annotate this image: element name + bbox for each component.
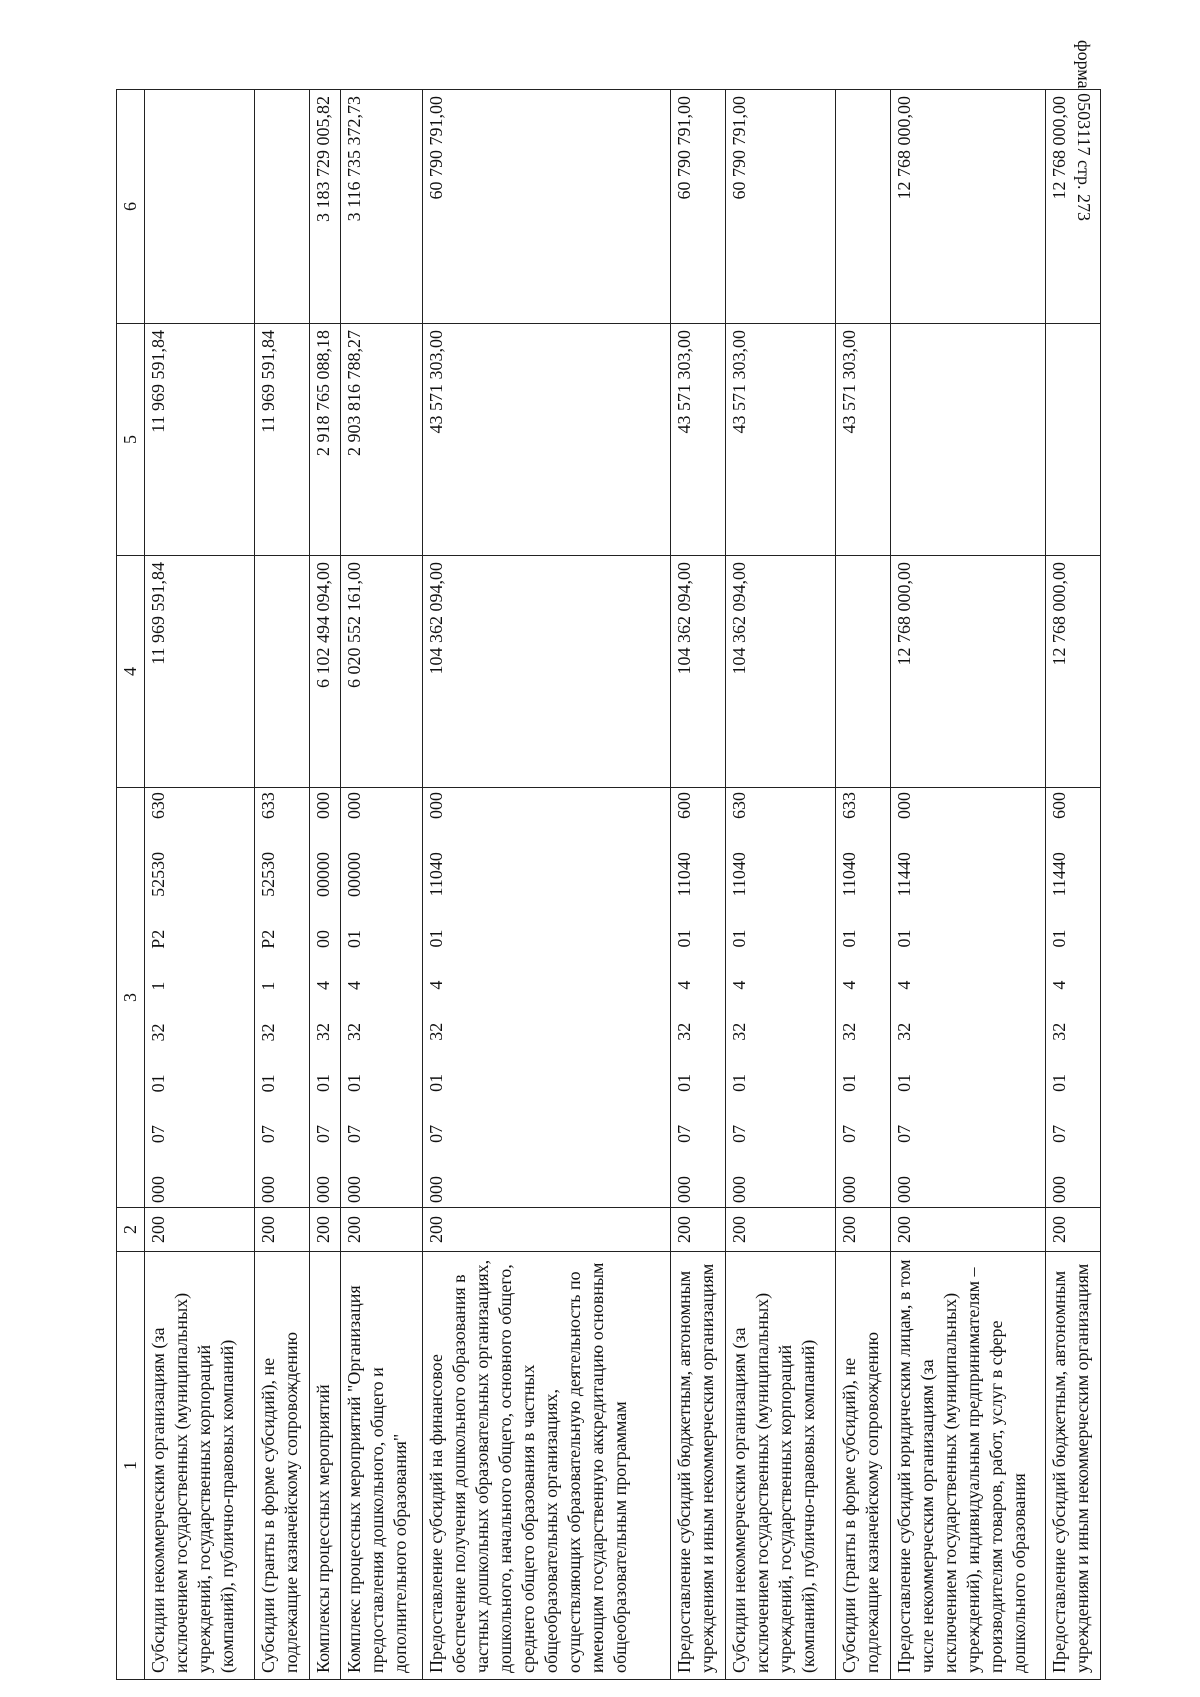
classification-code xyxy=(1045,788,1100,1208)
code-part: 01 xyxy=(1048,1073,1069,1092)
unexecuted-amount xyxy=(836,90,891,324)
executed-amount: 11 969 591,84 xyxy=(145,324,255,556)
code-part: 01 xyxy=(258,1074,279,1093)
column-header-row xyxy=(117,90,145,1680)
code-part: 11040 xyxy=(839,852,860,897)
table-row xyxy=(340,90,422,1680)
classification-code xyxy=(255,788,310,1208)
budget-execution-table xyxy=(116,89,1101,1680)
code-part: 07 xyxy=(343,1125,364,1143)
unexecuted-amount: 12 768 000,00 xyxy=(891,90,1045,324)
code-part: 32 xyxy=(148,1023,169,1042)
unexecuted-amount: 60 790 791,00 xyxy=(726,90,836,324)
code-part: 4 xyxy=(839,980,860,990)
code-part: 4 xyxy=(729,980,750,990)
unexecuted-amount xyxy=(255,90,310,324)
code-part: 07 xyxy=(313,1125,334,1143)
approved-amount xyxy=(836,556,891,788)
line-code: 200 xyxy=(255,1208,310,1252)
approved-amount xyxy=(255,556,310,788)
code-part: 633 xyxy=(258,792,279,820)
code-part: 11040 xyxy=(425,852,446,897)
code-part: 000 xyxy=(729,1176,750,1203)
table-row xyxy=(891,90,1045,1680)
code-part: 4 xyxy=(313,981,334,990)
row-name: Предоставление субсидий на финансовое обеспечение получения дошкольного образования в частных дошкольных образовательных организациях, дошкольного, начального общего, основного общего, среднего общего образования в частных общеобразовательных организациях, осуществляющих образовательную деятельность по имеющим государственную аккредитацию основным общеобразовательным программам xyxy=(422,1252,670,1680)
approved-amount: 11 969 591,84 xyxy=(145,556,255,788)
classification-code-parts xyxy=(1048,792,1071,1203)
line-code: 200 xyxy=(836,1208,891,1252)
line-code: 200 xyxy=(145,1208,255,1252)
executed-amount: 2 903 816 788,27 xyxy=(340,324,422,556)
code-part: 000 xyxy=(894,1176,915,1203)
row-name: Предоставление субсидий юридическим лицам, в том числе некоммерческим организациям (за исключением государственных (муниципальных) учреждений), индивидуальным предпринимателям – производителям товаров, работ, услуг в сфере дошкольного образования xyxy=(891,1252,1045,1680)
line-code: 200 xyxy=(671,1208,726,1252)
code-part: 01 xyxy=(894,929,915,948)
code-part: 000 xyxy=(894,792,915,819)
classification-code-parts xyxy=(257,792,280,1203)
report-table-rotated xyxy=(116,90,1101,1680)
unexecuted-amount: 60 790 791,00 xyxy=(671,90,726,324)
code-part: 01 xyxy=(343,930,364,948)
executed-amount xyxy=(1045,324,1100,556)
approved-amount: 12 768 000,00 xyxy=(891,556,1045,788)
row-name: Комплекс процессных мероприятий "Организация предоставления дошкольного, общего и дополнительного образования" xyxy=(340,1252,422,1680)
approved-amount: 104 362 094,00 xyxy=(726,556,836,788)
code-part: 07 xyxy=(1048,1124,1069,1143)
line-code: 200 xyxy=(726,1208,836,1252)
row-name: Предоставление субсидий бюджетным, автономным учреждениям и иным некоммерческим организациям xyxy=(1045,1252,1100,1680)
classification-code xyxy=(340,788,422,1208)
code-part: 01 xyxy=(839,929,860,948)
executed-amount: 43 571 303,00 xyxy=(671,324,726,556)
classification-code xyxy=(422,788,670,1208)
code-part: 01 xyxy=(729,929,750,948)
classification-code xyxy=(726,788,836,1208)
line-code: 200 xyxy=(340,1208,422,1252)
code-part: 600 xyxy=(674,792,695,819)
table-row xyxy=(671,90,726,1680)
approved-amount: 6 020 552 161,00 xyxy=(340,556,422,788)
code-part: 32 xyxy=(343,1023,364,1041)
executed-amount: 11 969 591,84 xyxy=(255,324,310,556)
executed-amount: 43 571 303,00 xyxy=(836,324,891,556)
classification-code-parts xyxy=(343,792,366,1203)
table-row xyxy=(836,90,891,1680)
classification-code xyxy=(671,788,726,1208)
executed-amount: 43 571 303,00 xyxy=(422,324,670,556)
code-part: 4 xyxy=(1048,980,1069,990)
code-part: Р2 xyxy=(148,929,169,949)
code-part: 000 xyxy=(839,1176,860,1203)
code-part: 000 xyxy=(343,1176,364,1203)
code-part: 07 xyxy=(839,1124,860,1143)
column-header: 2 xyxy=(117,1208,145,1252)
table-row xyxy=(310,90,340,1680)
code-part: 32 xyxy=(425,1022,446,1041)
unexecuted-amount: 12 768 000,00 xyxy=(1045,90,1100,324)
code-part: 07 xyxy=(425,1124,446,1143)
code-part: 630 xyxy=(148,792,169,820)
executed-amount: 43 571 303,00 xyxy=(726,324,836,556)
code-part: 633 xyxy=(839,792,860,819)
code-part: 01 xyxy=(894,1073,915,1092)
code-part: 32 xyxy=(258,1023,279,1042)
code-part: 01 xyxy=(729,1073,750,1092)
executed-amount: 2 918 765 088,18 xyxy=(310,324,340,556)
row-name: Комплексы процессных мероприятий xyxy=(310,1252,340,1680)
code-part: 32 xyxy=(839,1022,860,1041)
code-part: 000 xyxy=(343,792,364,819)
code-part: 01 xyxy=(425,929,446,948)
code-part: 1 xyxy=(258,981,279,991)
column-header: 4 xyxy=(117,556,145,788)
table-row xyxy=(726,90,836,1680)
row-name: Субсидии (гранты в форме субсидий), не подлежащие казначейскому сопровождению xyxy=(836,1252,891,1680)
table-row xyxy=(145,90,255,1680)
row-name: Субсидии (гранты в форме субсидий), не подлежащие казначейскому сопровождению xyxy=(255,1252,310,1680)
code-part: 32 xyxy=(729,1022,750,1041)
column-header: 3 xyxy=(117,788,145,1208)
classification-code xyxy=(145,788,255,1208)
code-part: 4 xyxy=(894,980,915,990)
code-part: 11440 xyxy=(1048,852,1069,897)
row-name: Предоставление субсидий бюджетным, автономным учреждениям и иным некоммерческим организациям xyxy=(671,1252,726,1680)
code-part: 000 xyxy=(1048,1176,1069,1203)
code-part: 52530 xyxy=(258,851,279,897)
form-page-label: форма 0503117 стр. 273 xyxy=(1074,40,1094,222)
code-part: Р2 xyxy=(258,929,279,949)
classification-code-parts xyxy=(673,792,696,1203)
table-row xyxy=(422,90,670,1680)
row-name: Субсидии некоммерческим организациям (за исключением государственных (муниципальных) учреждений, государственных корпораций (компаний), публично-правовых компаний) xyxy=(145,1252,255,1680)
code-part: 00 xyxy=(313,930,334,948)
classification-code xyxy=(310,788,340,1208)
code-part: 00000 xyxy=(313,852,334,897)
code-part: 4 xyxy=(343,981,364,990)
code-part: 11440 xyxy=(894,852,915,897)
code-part: 01 xyxy=(839,1073,860,1092)
unexecuted-amount: 60 790 791,00 xyxy=(422,90,670,324)
table-row xyxy=(255,90,310,1680)
code-part: 32 xyxy=(674,1022,695,1041)
code-part: 01 xyxy=(674,1073,695,1092)
classification-code xyxy=(891,788,1045,1208)
column-header: 5 xyxy=(117,324,145,556)
code-part: 630 xyxy=(729,792,750,819)
code-part: 000 xyxy=(674,1176,695,1203)
unexecuted-amount: 3 183 729 005,82 xyxy=(310,90,340,324)
code-part: 000 xyxy=(313,792,334,819)
code-part: 600 xyxy=(1048,792,1069,819)
approved-amount: 104 362 094,00 xyxy=(422,556,670,788)
code-part: 4 xyxy=(674,980,695,990)
code-part: 07 xyxy=(894,1124,915,1143)
code-part: 07 xyxy=(148,1125,169,1144)
code-part: 01 xyxy=(148,1074,169,1093)
approved-amount: 104 362 094,00 xyxy=(671,556,726,788)
code-part: 11040 xyxy=(674,852,695,897)
column-header: 6 xyxy=(117,90,145,324)
code-part: 000 xyxy=(425,792,446,819)
classification-code-parts xyxy=(838,792,861,1203)
classification-code-parts xyxy=(147,792,170,1203)
line-code: 200 xyxy=(310,1208,340,1252)
code-part: 07 xyxy=(674,1124,695,1143)
code-part: 000 xyxy=(313,1176,334,1203)
code-part: 01 xyxy=(425,1073,446,1092)
code-part: 32 xyxy=(1048,1022,1069,1041)
code-part: 32 xyxy=(894,1022,915,1041)
code-part: 52530 xyxy=(148,851,169,897)
classification-code-parts xyxy=(893,792,916,1203)
code-part: 00000 xyxy=(343,852,364,897)
classification-code-parts xyxy=(425,792,448,1203)
row-name: Субсидии некоммерческим организациям (за исключением государственных (муниципальных) учреждений, государственных корпораций (компаний), публично-правовых компаний) xyxy=(726,1252,836,1680)
table-row xyxy=(1045,90,1100,1680)
code-part: 01 xyxy=(313,1074,334,1092)
line-code: 200 xyxy=(422,1208,670,1252)
code-part: 32 xyxy=(313,1023,334,1041)
line-code: 200 xyxy=(891,1208,1045,1252)
table-body xyxy=(117,90,1101,1680)
column-header: 1 xyxy=(117,1252,145,1680)
code-part: 000 xyxy=(148,1176,169,1203)
approved-amount: 6 102 494 094,00 xyxy=(310,556,340,788)
code-part: 4 xyxy=(425,980,446,990)
unexecuted-amount: 3 116 735 372,73 xyxy=(340,90,422,324)
classification-code-parts xyxy=(728,792,751,1203)
classification-code xyxy=(836,788,891,1208)
code-part: 000 xyxy=(425,1176,446,1203)
code-part: 01 xyxy=(1048,929,1069,948)
line-code: 200 xyxy=(1045,1208,1100,1252)
classification-code-parts xyxy=(312,792,335,1203)
executed-amount xyxy=(891,324,1045,556)
code-part: 07 xyxy=(729,1124,750,1143)
code-part: 1 xyxy=(148,981,169,991)
approved-amount: 12 768 000,00 xyxy=(1045,556,1100,788)
code-part: 01 xyxy=(674,929,695,948)
code-part: 11040 xyxy=(729,852,750,897)
code-part: 01 xyxy=(343,1074,364,1092)
code-part: 07 xyxy=(258,1125,279,1144)
code-part: 000 xyxy=(258,1176,279,1203)
unexecuted-amount xyxy=(145,90,255,324)
